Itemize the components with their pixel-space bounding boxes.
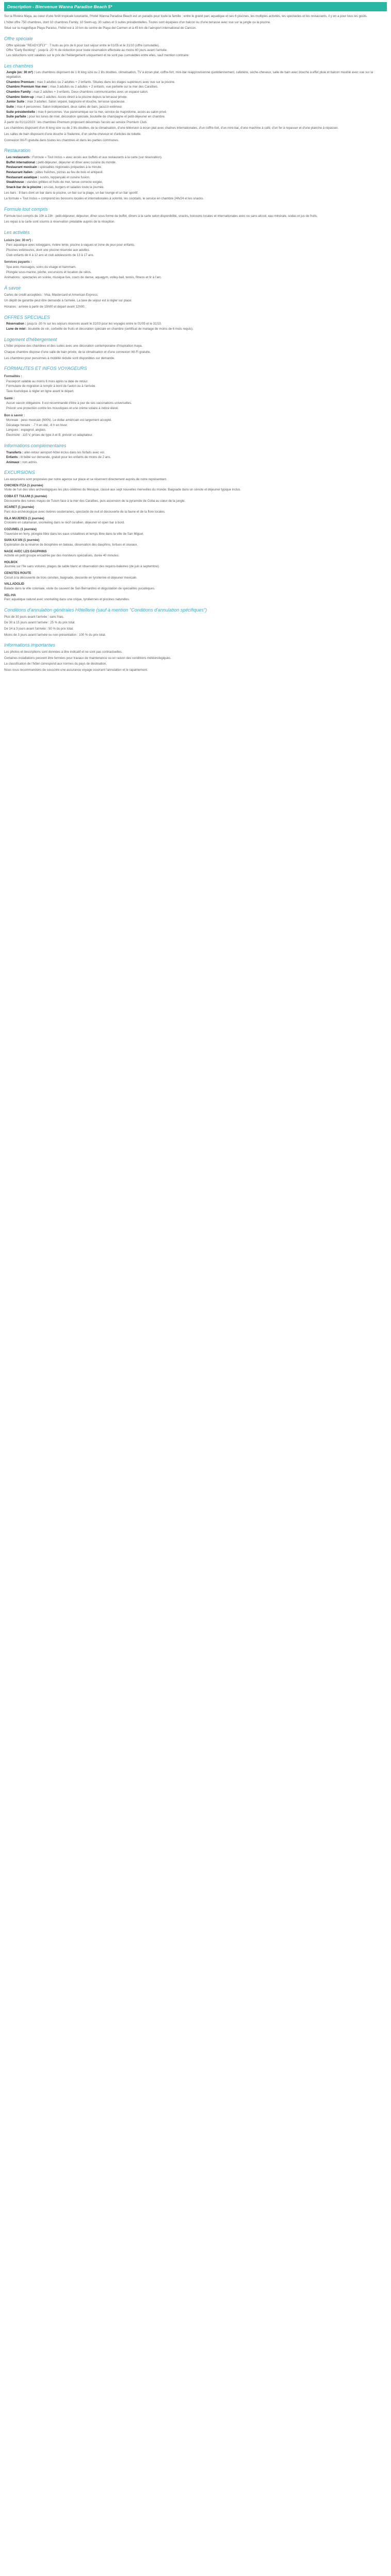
intro-paragraph: Sur la Riviera Maya, au cœur d'une forêt tropicale luxuriante, l'Hotel Wanna Paradise Beach est un paradis pour toute la famille : entre le grand parc aquatique et ses 6 piscines, les multiples activités, les spectacles et les restaurants, il y en a pour tous les goûts. [4, 14, 368, 19]
activite-item: Parc aquatique avec toboggans, rivière lente, piscine à vagues et zone de jeux pour enfants. [6, 243, 135, 247]
note-paragraph: Certaines installations peuvent être fermées pour travaux de maintenance ou en raison des conditions météorologiques. [4, 656, 171, 660]
restauration-notes [4, 191, 387, 201]
formalite-item: Aucun vaccin obligatoire. Il est recommandé d'être à jour de ses vaccinations universelles. [6, 401, 132, 405]
restauration-list [4, 156, 387, 190]
offre-list [4, 44, 387, 58]
offre-speciale-item: Réservation : jusqu'à -30 % sur les séjours réservés avant le 31/03 pour les voyages entre le 01/05 et le 31/10. [6, 322, 162, 326]
restauration-item: Steakhouse : viandes grillées et fruits de mer, tenue correcte exigée. [6, 180, 103, 184]
chambres-list [4, 71, 387, 119]
chambre-item: Chambre Premium : max 3 adultes ou 2 adultes + 2 enfants. Situées dans les étages supérieurs avec vue sur la piscine. [6, 80, 175, 84]
section-title-hebergement: Logement d'hébergement [4, 336, 57, 342]
section-title-infos-complementaires: Informations complémentaires [4, 443, 67, 448]
formalite-item: Électricité : 110 V, prises de type A et B, prévoir un adaptateur. [6, 433, 93, 437]
chambres-notes [4, 121, 387, 143]
note-paragraph: De 30 à 15 jours avant l'arrivée : 25 % du prix total. [4, 621, 76, 625]
infos-complementaires-list [4, 451, 387, 465]
excursion-item: ISLA MUJERES (1 journée) Croisière en catamaran, snorkeling dans le récif corallien, déjeuner et open bar à bord. [4, 516, 125, 525]
note-paragraph: Formule tout compris de 10h à 23h : petit-déjeuner, déjeuner, dîner sous forme de buffet, dîners à la carte selon disponibilité, snacks, boissons locales et internationales avec ou sans alcool, eau minérale, sodas et jus de fruits. [4, 214, 318, 218]
infos-importantes-notes [4, 650, 387, 673]
page [0, 0, 391, 682]
chambre-item: Chambre Swim-up : max 2 adultes. Accès direct à la piscine depuis la terrasse privée. [6, 95, 128, 99]
chambre-item: Chambre Family : max 2 adultes + 3 enfants. Deux chambres communicantes avec un espace salon. [6, 90, 149, 94]
formalites-list [4, 418, 387, 438]
activite-item: Club enfants de 4 à 12 ans et club adolescents de 13 à 17 ans. [6, 253, 94, 257]
formalite-item: Taxe touristique à régler en ligne avant le départ. [6, 389, 74, 393]
hebergement-notes [4, 344, 387, 361]
note-paragraph: Les photos et descriptions sont données à titre indicatif et ne sont pas contractuelles. [4, 650, 123, 654]
note-paragraph: La formule « Tout Inclus » comprend les boissons locales et internationales à volonté, les cocktails, le service en chambre 24h/24 et les snacks. [4, 197, 204, 201]
note-paragraph: Animations : spectacles en soirée, musique live, cours de danse, aquagym, volley-ball, tennis, fitness et tir à l'arc. [4, 276, 162, 280]
formalites-list [4, 401, 387, 411]
restauration-item: Restaurant asiatique : sushis, teppanyaki et cuisine fusion. [6, 175, 90, 179]
info-item: Transferts : aller-retour aéroport-hôtel inclus dans les forfaits avec vol. [6, 450, 105, 454]
section-title-excursions: EXCURSIONS [4, 470, 35, 476]
info-item: Animaux : non admis. [6, 460, 38, 464]
note-paragraph: Horaires : arrivée à partir de 15h00 et départ avant 12h00. [4, 304, 86, 309]
excursion-item: CHICHEN ITZA (1 journée) Visite de l'un des sites archéologiques les plus célèbres du Mexique, classé aux sept nouvelles merveilles du monde. Baignade dans un cénote et déjeuner typique inclus. [4, 483, 241, 492]
formalite-item: Décalage horaire : -7 h en été, -6 h en hiver. [6, 423, 68, 427]
section-title-conditions: Conditions d'annulation générales Hôtellerie (sauf à mention "Conditions d'annulation spécifiques") [4, 607, 207, 613]
chambre-item: Suite : max 4 personnes. Salon indépendant, deux salles de bain, jacuzzi extérieur. [6, 105, 123, 109]
activites-group-title: Loisirs (ex: 30 m²) : [4, 238, 33, 242]
note-paragraph: Les salles de bain disposent d'une douche à l'italienne, d'un sèche-cheveux et d'articles de toilette. [4, 132, 142, 137]
note-paragraph: Cartes de crédit acceptées : Visa, Mastercard et American Express. [4, 293, 99, 297]
formalites-group-title: Bon à savoir : [4, 413, 25, 417]
section-title-offres-speciales: OFFRES SPECIALES [4, 314, 51, 320]
formalite-item: Monnaie : peso mexicain (MXN). Le dollar américain est largement accepté. [6, 418, 112, 422]
intro-section [4, 14, 387, 31]
section-title-savoir: À savoir [4, 285, 21, 291]
excursion-item: HOLBOX Journée sur l'île sans voitures, plages de sable blanc et observation des requins-baleines (de juin à septembre). [4, 560, 160, 569]
restauration-item: Les restaurants : Formule « Tout Inclus » avec accès aux buffets et aux restaurants à la carte (sur réservation). [6, 156, 162, 160]
offre-item: Offre "Early Booking" : jusqu'à -20 % de réduction pour toute réservation effectuée au moins 60 jours avant l'arrivée. [6, 48, 168, 53]
formalite-item: Langues : espagnol, anglais. [6, 428, 46, 432]
restauration-item: Restaurant mexicain : spécialités régionales préparées à la minute. [6, 165, 102, 170]
page-banner: Description - Bienvenue Wanna Paradise Beach 5* [4, 2, 387, 11]
excursion-item: XEL-HA Parc aquatique naturel avec snorkeling dans une crique, tyroliennes et piscines naturelles. [4, 593, 130, 602]
excursion-item: VALLADOLID Balade dans la ville coloniale, visite du couvent de San Bernardino et dégustation de spécialités yucatèques. [4, 582, 155, 591]
intro-paragraph: L'hôtel offre 750 chambres, dont 10 chambres Family, 10 Swim-up, 30 suites et 3 suites présidentielles. Toutes sont équipées d'un balcon ou d'une terrasse avec vue sur la jungle ou la piscine. [4, 20, 271, 24]
activites-list [4, 243, 387, 258]
note-paragraph: Les repas à la carte sont soumis à réservation préalable auprès de la réception. [4, 220, 116, 224]
note-paragraph: Les chambres disposent d'un lit king size ou de 2 lits doubles, de la climatisation, d'une télévision à écran plat avec chaînes internationales, d'un coffre-fort, d'un mini-bar, d'une machine à café, d'un fer à repasser et d'une planche à repasser. [4, 126, 338, 130]
excursion-item: COZUMEL (1 journée) Traversée en ferry, plongée libre dans les eaux cristallines et temps libre dans la ville de San Miguel. [4, 527, 144, 536]
savoir-notes [4, 293, 387, 310]
excursion-item: NAGE AVEC LES DAUPHINS Activité en petit groupe encadrée par des moniteurs spécialisés, durée 40 minutes. [4, 549, 120, 558]
intro-paragraph: Situé sur la magnifique Playa Paraíso, l'hôtel est à 10 km du centre de Playa del Carmen et à 45 km de l'aéroport international de Cancún. [4, 26, 197, 30]
activites-group-title: Services payants : [4, 260, 32, 264]
note-paragraph: De 14 à 3 jours avant l'arrivée : 50 % du prix total. [4, 626, 74, 631]
activite-item: Plongée sous-marine, pêche, excursions et location de vélos. [6, 270, 92, 274]
activite-item: Spa avec massages, soins du visage et hammam. [6, 265, 76, 269]
excursion-item: XCARET (1 journée) Parc éco-archéologique avec rivières souterraines, spectacle de nuit et découverte de la faune et de la flore locales. [4, 505, 166, 514]
offre-speciale-item: Lune de miel : bouteille de vin, corbeille de fruits et décoration spéciale en chambre (certificat de mariage de moins de 6 mois requis). [6, 327, 193, 331]
note-paragraph: Nous vous recommandons de souscrire une assurance voyage couvrant l'annulation et le rapatriement. [4, 668, 148, 672]
note-paragraph: L'hôtel propose des chambres et des suites avec une décoration contemporaine d'inspiration maya. [4, 344, 143, 348]
chambre-item: Junior Suite : max 3 adultes. Salon séparé, baignoire et douche, terrasse spacieuse. [6, 100, 126, 104]
note-paragraph: Les chambres pour personnes à mobilité réduite sont disponibles sur demande. [4, 356, 115, 360]
activites-notes [4, 276, 387, 280]
chambre-item: Suite parfaite : pour les lunes de miel, décoration spéciale, bouteille de champagne et petit-déjeuner en chambre. [6, 115, 166, 119]
excursion-item: CENOTES ROUTE Circuit à la découverte de trois cénotes, baignade, descente en tyrolienne et déjeuner mexicain. [4, 571, 138, 580]
formalites-group-title: Santé : [4, 396, 15, 400]
restauration-item: Snack-bar de la piscine : en-cas, burgers et salades toute la journée. [6, 185, 105, 190]
note-paragraph: Les bars : 8 bars dont un bar dans la piscine, un bar sur la plage, un bar lounge et un bar sportif. [4, 191, 139, 195]
offre-item: Offre spéciale "READY2FLY" : 7 nuits au prix de 6 pour tout séjour entre le 01/05 et le 31/10 (offre cumulable). [6, 43, 160, 47]
section-title-formule: Formule tout compris [4, 206, 48, 212]
info-item: Enfants : lit bébé sur demande, gratuit pour les enfants de moins de 2 ans. [6, 455, 111, 460]
chambre-item: Chambre Premium Vue mer : max 3 adultes ou 2 adultes + 2 enfants, vue partielle sur la mer des Caraïbes. [6, 85, 158, 89]
note-paragraph: Moins de 3 jours avant l'arrivée ou non-présentation : 100 % du prix total. [4, 633, 106, 637]
formalites-group-title: Formalités : [4, 375, 22, 379]
chambre-item: Jungle (ex: 30 m²) : Les chambres disposent de 1 lit king size ou 2 lits doubles, climatisation, TV à écran plat, coffre-fort, mini-bar réapprovisionné quotidiennement, cafetière, sèche-cheveux, salle de bain avec douche à effet pluie et balcon meublé avec vue sur la végétation. [6, 71, 373, 79]
formalite-item: Formulaire de migration à remplir à bord de l'avion ou à l'arrivée. [6, 384, 96, 388]
note-paragraph: La classification de l'hôtel correspond aux normes du pays de destination. [4, 662, 107, 666]
section-title-chambres: Les chambres [4, 63, 34, 69]
restauration-item: Buffet international : petit-déjeuner, déjeuner et dîner avec cuisine du monde. [6, 160, 117, 164]
note-paragraph: Un dépôt de garantie peut être demandé à l'arrivée. La taxe de séjour est à régler sur place. [4, 299, 133, 303]
note-paragraph: Chaque chambre dispose d'une salle de bain privée, de la climatisation et d'une connexion Wi-Fi gratuite. [4, 350, 151, 354]
formule-notes [4, 214, 387, 225]
excursion-item: SIAN KA'AN (1 journée) Exploration de la réserve de biosphère en bateau, observation des dauphins, tortues et oiseaux. [4, 538, 138, 547]
excursions-notes [4, 478, 387, 482]
section-title-formalites: FORMALITES ET INFOS VOYAGEURS [4, 366, 87, 371]
activites-list [4, 265, 387, 275]
chambre-item: Suite présidentielle : max 6 personnes. Vue panoramique sur la mer, service de majordome, accès au salon privé. [6, 110, 167, 114]
restauration-item: Restaurant italien : pâtes fraîches, pizzas au feu de bois et antipasti. [6, 171, 104, 175]
section-title-activites: Les activités [4, 229, 30, 235]
activite-item: Piscines extérieures, dont une piscine réservée aux adultes. [6, 248, 90, 252]
excursions-list [4, 484, 387, 602]
formalite-item: Prévoir une protection contre les moustiques et une crème solaire à indice élevé. [6, 406, 119, 410]
offre-item: Les réductions sont valables sur le prix de l'hébergement uniquement et ne sont pas cumulables entre elles, sauf mention contraire. [6, 54, 189, 58]
note-paragraph: Connexion Wi-Fi gratuite dans toutes les chambres et dans les parties communes. [4, 138, 119, 142]
formalite-item: Passeport valable au moins 6 mois après la date de retour. [6, 379, 88, 383]
offres-speciales-list [4, 322, 387, 331]
formalites-list [4, 380, 387, 394]
section-title-restauration: Restauration [4, 148, 31, 154]
conditions-notes [4, 615, 387, 638]
note-paragraph: À partir du 01/11/2023 : les chambres Premium proposent désormais l'accès au service Premium Club. [4, 120, 148, 124]
section-title-offre: Offre spéciale [4, 36, 33, 41]
section-title-infos-importantes: Informations importantes [4, 642, 56, 648]
note-paragraph: Les excursions sont proposées par notre agence sur place et se réservent directement auprès de notre représentant. [4, 478, 167, 482]
note-paragraph: Plus de 30 jours avant l'arrivée : sans frais. [4, 615, 64, 619]
excursion-item: COBA ET TULUM (1 journée) Découverte des ruines mayas de Tulum face à la mer des Caraïbes, puis ascension de la pyramide de Coba au cœur de la jungle. [4, 495, 186, 503]
